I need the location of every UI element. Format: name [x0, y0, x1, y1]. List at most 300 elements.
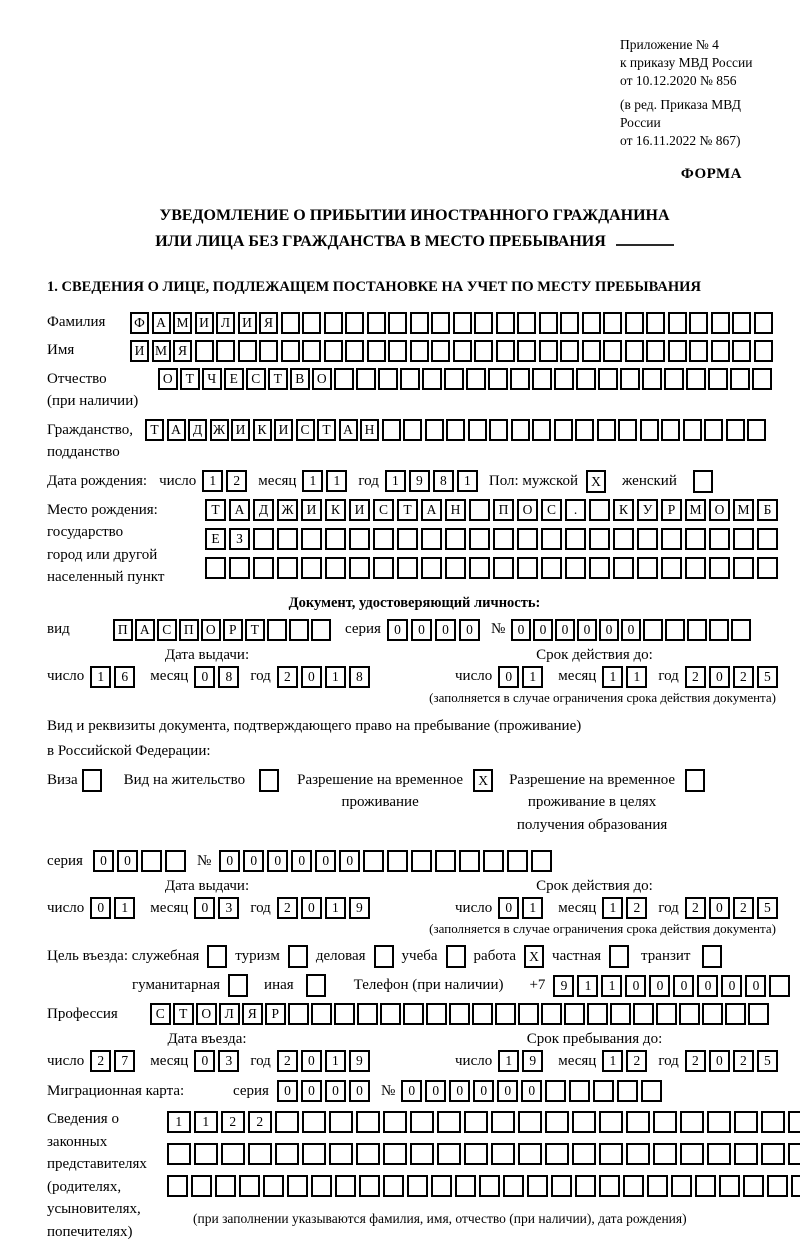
char-cell[interactable] — [383, 1111, 407, 1133]
char-cell[interactable] — [445, 528, 466, 550]
char-cell[interactable] — [642, 368, 662, 390]
char-cell[interactable] — [761, 1111, 785, 1133]
char-cell[interactable]: 1 — [602, 1050, 623, 1072]
char-cell[interactable]: 1 — [602, 897, 623, 919]
char-cell[interactable] — [403, 419, 422, 441]
char-cell[interactable] — [511, 419, 530, 441]
char-cell[interactable] — [215, 1175, 236, 1197]
char-cell[interactable] — [668, 340, 687, 362]
char-cell[interactable]: О — [709, 499, 730, 521]
char-cell[interactable]: 0 — [673, 975, 694, 997]
char-cell[interactable] — [345, 312, 364, 334]
char-cell[interactable]: М — [173, 312, 192, 334]
char-cell[interactable] — [311, 619, 331, 641]
char-cell[interactable]: 0 — [387, 619, 408, 641]
char-cell[interactable] — [539, 340, 558, 362]
char-cell[interactable]: 9 — [409, 470, 430, 492]
char-cell[interactable]: 9 — [522, 1050, 543, 1072]
char-cell[interactable]: 6 — [114, 666, 135, 688]
char-cell[interactable]: А — [229, 499, 250, 521]
char-cell[interactable] — [479, 1175, 500, 1197]
char-cell[interactable] — [275, 1143, 299, 1165]
char-cell[interactable]: И — [130, 340, 149, 362]
char-cell[interactable]: Т — [173, 1003, 194, 1025]
char-cell[interactable] — [685, 528, 706, 550]
char-cell[interactable] — [483, 850, 504, 872]
char-cell[interactable]: 0 — [449, 1080, 470, 1102]
char-cell[interactable] — [281, 312, 300, 334]
char-cell[interactable]: 0 — [599, 619, 619, 641]
char-cell[interactable] — [277, 557, 298, 579]
char-cell[interactable] — [302, 312, 321, 334]
char-cell[interactable] — [302, 340, 321, 362]
char-cell[interactable] — [531, 850, 552, 872]
char-cell[interactable]: А — [167, 419, 186, 441]
char-cell[interactable] — [453, 340, 472, 362]
res-number-cells[interactable] — [219, 850, 555, 872]
char-cell[interactable]: 1 — [626, 666, 647, 688]
char-cell[interactable]: 0 — [555, 619, 575, 641]
char-cell[interactable] — [575, 1175, 596, 1197]
char-cell[interactable]: 0 — [625, 975, 646, 997]
char-cell[interactable] — [623, 1175, 644, 1197]
char-cell[interactable] — [287, 1175, 308, 1197]
char-cell[interactable]: 9 — [349, 897, 370, 919]
char-cell[interactable] — [403, 1003, 424, 1025]
char-cell[interactable] — [356, 1111, 380, 1133]
char-cell[interactable]: 0 — [93, 850, 114, 872]
char-cell[interactable] — [551, 1175, 572, 1197]
char-cell[interactable] — [421, 557, 442, 579]
char-cell[interactable]: 0 — [745, 975, 766, 997]
char-cell[interactable] — [382, 419, 401, 441]
char-cell[interactable] — [734, 1111, 758, 1133]
tourism-checkbox[interactable] — [288, 945, 308, 968]
char-cell[interactable] — [445, 557, 466, 579]
char-cell[interactable]: 2 — [685, 666, 706, 688]
patronymic-cells[interactable] — [158, 368, 774, 390]
char-cell[interactable]: 0 — [243, 850, 264, 872]
char-cell[interactable] — [757, 557, 778, 579]
char-cell[interactable]: 0 — [219, 850, 240, 872]
char-cell[interactable]: 0 — [325, 1080, 346, 1102]
char-cell[interactable] — [641, 1080, 662, 1102]
char-cell[interactable] — [302, 1111, 326, 1133]
char-cell[interactable]: С — [246, 368, 266, 390]
char-cell[interactable]: Е — [224, 368, 244, 390]
char-cell[interactable] — [167, 1143, 191, 1165]
char-cell[interactable]: О — [312, 368, 332, 390]
char-cell[interactable]: Ж — [277, 499, 298, 521]
stay-year-cells[interactable] — [685, 1050, 781, 1072]
char-cell[interactable]: С — [157, 619, 177, 641]
char-cell[interactable] — [397, 557, 418, 579]
res-issue-day-cells[interactable] — [90, 897, 138, 919]
char-cell[interactable]: 3 — [218, 1050, 239, 1072]
char-cell[interactable]: С — [150, 1003, 171, 1025]
birth-place-cells-1[interactable] — [205, 499, 781, 521]
char-cell[interactable] — [598, 368, 618, 390]
char-cell[interactable]: Т — [245, 619, 265, 641]
char-cell[interactable] — [518, 1111, 542, 1133]
char-cell[interactable]: 9 — [553, 975, 574, 997]
char-cell[interactable]: 1 — [202, 470, 223, 492]
char-cell[interactable] — [311, 1003, 332, 1025]
char-cell[interactable]: 0 — [349, 1080, 370, 1102]
char-cell[interactable] — [646, 340, 665, 362]
char-cell[interactable]: И — [231, 419, 250, 441]
char-cell[interactable]: 2 — [248, 1111, 272, 1133]
char-cell[interactable] — [510, 368, 530, 390]
char-cell[interactable] — [239, 1175, 260, 1197]
char-cell[interactable] — [466, 368, 486, 390]
char-cell[interactable]: 1 — [325, 897, 346, 919]
char-cell[interactable]: 0 — [435, 619, 456, 641]
char-cell[interactable] — [517, 340, 536, 362]
char-cell[interactable]: 0 — [277, 1080, 298, 1102]
char-cell[interactable] — [754, 340, 773, 362]
char-cell[interactable]: 0 — [473, 1080, 494, 1102]
char-cell[interactable] — [518, 1143, 542, 1165]
char-cell[interactable]: 0 — [291, 850, 312, 872]
char-cell[interactable] — [625, 340, 644, 362]
char-cell[interactable]: Б — [757, 499, 778, 521]
birth-month-cells[interactable] — [302, 470, 350, 492]
char-cell[interactable]: 7 — [114, 1050, 135, 1072]
char-cell[interactable]: Н — [445, 499, 466, 521]
char-cell[interactable]: 2 — [733, 1050, 754, 1072]
char-cell[interactable] — [325, 557, 346, 579]
char-cell[interactable]: 8 — [218, 666, 239, 688]
char-cell[interactable] — [656, 1003, 677, 1025]
char-cell[interactable] — [685, 557, 706, 579]
char-cell[interactable] — [653, 1143, 677, 1165]
char-cell[interactable] — [541, 528, 562, 550]
char-cell[interactable]: 1 — [601, 975, 622, 997]
char-cell[interactable]: 0 — [301, 666, 322, 688]
char-cell[interactable] — [599, 1143, 623, 1165]
char-cell[interactable] — [277, 528, 298, 550]
char-cell[interactable] — [194, 1143, 218, 1165]
doc-series-cells[interactable] — [387, 619, 483, 641]
char-cell[interactable] — [603, 312, 622, 334]
char-cell[interactable]: И — [274, 419, 293, 441]
char-cell[interactable] — [626, 1143, 650, 1165]
char-cell[interactable] — [345, 340, 364, 362]
char-cell[interactable] — [679, 1003, 700, 1025]
char-cell[interactable] — [689, 312, 708, 334]
char-cell[interactable]: Л — [216, 312, 235, 334]
char-cell[interactable]: Я — [242, 1003, 263, 1025]
char-cell[interactable]: О — [517, 499, 538, 521]
char-cell[interactable] — [791, 1175, 800, 1197]
char-cell[interactable] — [625, 312, 644, 334]
char-cell[interactable] — [474, 340, 493, 362]
res-issue-month-cells[interactable] — [194, 897, 242, 919]
char-cell[interactable] — [646, 312, 665, 334]
char-cell[interactable] — [637, 557, 658, 579]
char-cell[interactable] — [410, 340, 429, 362]
char-cell[interactable] — [541, 1003, 562, 1025]
char-cell[interactable]: 2 — [733, 666, 754, 688]
char-cell[interactable]: 0 — [459, 619, 480, 641]
char-cell[interactable] — [489, 419, 508, 441]
char-cell[interactable] — [411, 850, 432, 872]
char-cell[interactable]: 0 — [577, 619, 597, 641]
char-cell[interactable] — [719, 1175, 740, 1197]
birth-year-cells[interactable] — [385, 470, 481, 492]
temp-residence-education-checkbox[interactable] — [685, 769, 705, 792]
char-cell[interactable] — [141, 850, 162, 872]
valid-day-cells[interactable] — [498, 666, 546, 688]
char-cell[interactable] — [388, 312, 407, 334]
char-cell[interactable] — [582, 312, 601, 334]
char-cell[interactable]: 2 — [685, 1050, 706, 1072]
char-cell[interactable] — [767, 1175, 788, 1197]
char-cell[interactable] — [378, 368, 398, 390]
char-cell[interactable] — [167, 1175, 188, 1197]
char-cell[interactable] — [661, 419, 680, 441]
char-cell[interactable] — [748, 1003, 769, 1025]
char-cell[interactable]: 0 — [709, 1050, 730, 1072]
char-cell[interactable] — [788, 1111, 800, 1133]
char-cell[interactable] — [733, 557, 754, 579]
char-cell[interactable] — [709, 619, 729, 641]
char-cell[interactable]: Р — [223, 619, 243, 641]
char-cell[interactable] — [637, 528, 658, 550]
char-cell[interactable] — [554, 368, 574, 390]
char-cell[interactable] — [671, 1175, 692, 1197]
char-cell[interactable] — [708, 368, 728, 390]
char-cell[interactable]: 5 — [757, 1050, 778, 1072]
char-cell[interactable] — [383, 1143, 407, 1165]
char-cell[interactable] — [730, 368, 750, 390]
char-cell[interactable] — [468, 419, 487, 441]
business-checkbox[interactable] — [374, 945, 394, 968]
char-cell[interactable] — [517, 557, 538, 579]
char-cell[interactable] — [221, 1143, 245, 1165]
char-cell[interactable] — [387, 850, 408, 872]
char-cell[interactable] — [617, 1080, 638, 1102]
char-cell[interactable]: З — [229, 528, 250, 550]
sex-male-checkbox[interactable]: X — [586, 470, 606, 493]
char-cell[interactable] — [380, 1003, 401, 1025]
char-cell[interactable] — [527, 1175, 548, 1197]
issue-year-cells[interactable] — [277, 666, 373, 688]
char-cell[interactable] — [496, 340, 515, 362]
char-cell[interactable] — [474, 312, 493, 334]
char-cell[interactable]: Д — [188, 419, 207, 441]
char-cell[interactable] — [469, 499, 490, 521]
char-cell[interactable] — [539, 312, 558, 334]
char-cell[interactable]: 1 — [498, 1050, 519, 1072]
char-cell[interactable] — [599, 1111, 623, 1133]
representatives-cells-2[interactable] — [167, 1143, 800, 1165]
char-cell[interactable] — [356, 1143, 380, 1165]
char-cell[interactable] — [560, 312, 579, 334]
phone-cells[interactable] — [553, 975, 793, 997]
char-cell[interactable]: С — [373, 499, 394, 521]
valid-month-cells[interactable] — [602, 666, 650, 688]
char-cell[interactable]: 0 — [194, 897, 215, 919]
char-cell[interactable] — [437, 1111, 461, 1133]
char-cell[interactable]: М — [685, 499, 706, 521]
char-cell[interactable] — [359, 1175, 380, 1197]
char-cell[interactable] — [532, 368, 552, 390]
char-cell[interactable] — [449, 1003, 470, 1025]
char-cell[interactable] — [711, 312, 730, 334]
char-cell[interactable] — [435, 850, 456, 872]
char-cell[interactable]: 5 — [757, 897, 778, 919]
char-cell[interactable]: 0 — [497, 1080, 518, 1102]
char-cell[interactable] — [383, 1175, 404, 1197]
char-cell[interactable] — [709, 557, 730, 579]
char-cell[interactable]: Л — [219, 1003, 240, 1025]
char-cell[interactable] — [686, 368, 706, 390]
char-cell[interactable] — [388, 340, 407, 362]
char-cell[interactable] — [507, 850, 528, 872]
char-cell[interactable] — [754, 312, 773, 334]
char-cell[interactable] — [711, 340, 730, 362]
char-cell[interactable] — [661, 528, 682, 550]
char-cell[interactable]: У — [637, 499, 658, 521]
char-cell[interactable] — [324, 312, 343, 334]
char-cell[interactable] — [253, 557, 274, 579]
char-cell[interactable] — [589, 499, 610, 521]
char-cell[interactable]: 0 — [649, 975, 670, 997]
char-cell[interactable] — [469, 528, 490, 550]
char-cell[interactable]: О — [196, 1003, 217, 1025]
char-cell[interactable] — [554, 419, 573, 441]
char-cell[interactable]: 1 — [90, 666, 111, 688]
char-cell[interactable] — [437, 1143, 461, 1165]
char-cell[interactable]: П — [113, 619, 133, 641]
citizenship-cells[interactable] — [145, 419, 769, 441]
char-cell[interactable]: К — [613, 499, 634, 521]
char-cell[interactable] — [357, 1003, 378, 1025]
char-cell[interactable] — [229, 557, 250, 579]
char-cell[interactable] — [532, 419, 551, 441]
char-cell[interactable]: А — [339, 419, 358, 441]
char-cell[interactable] — [216, 340, 235, 362]
char-cell[interactable] — [275, 1111, 299, 1133]
char-cell[interactable]: Т — [205, 499, 226, 521]
char-cell[interactable] — [572, 1143, 596, 1165]
char-cell[interactable] — [373, 528, 394, 550]
char-cell[interactable] — [469, 557, 490, 579]
char-cell[interactable]: 0 — [117, 850, 138, 872]
char-cell[interactable]: О — [158, 368, 178, 390]
birth-day-cells[interactable] — [202, 470, 250, 492]
char-cell[interactable]: П — [179, 619, 199, 641]
char-cell[interactable] — [259, 340, 278, 362]
char-cell[interactable] — [582, 340, 601, 362]
char-cell[interactable] — [302, 1143, 326, 1165]
char-cell[interactable]: 0 — [90, 897, 111, 919]
char-cell[interactable] — [707, 1111, 731, 1133]
birth-place-cells-2[interactable] — [205, 528, 781, 550]
sex-female-checkbox[interactable] — [693, 470, 713, 493]
char-cell[interactable] — [680, 1143, 704, 1165]
char-cell[interactable]: Я — [173, 340, 192, 362]
char-cell[interactable]: 2 — [226, 470, 247, 492]
char-cell[interactable]: 0 — [721, 975, 742, 997]
char-cell[interactable] — [491, 1111, 515, 1133]
char-cell[interactable] — [664, 368, 684, 390]
char-cell[interactable] — [589, 528, 610, 550]
char-cell[interactable] — [707, 1143, 731, 1165]
char-cell[interactable]: 5 — [757, 666, 778, 688]
char-cell[interactable]: 0 — [315, 850, 336, 872]
char-cell[interactable]: 1 — [326, 470, 347, 492]
char-cell[interactable] — [288, 1003, 309, 1025]
char-cell[interactable]: 2 — [90, 1050, 111, 1072]
char-cell[interactable] — [661, 557, 682, 579]
char-cell[interactable]: 8 — [433, 470, 454, 492]
char-cell[interactable]: Т — [317, 419, 336, 441]
visa-checkbox[interactable] — [82, 769, 102, 792]
char-cell[interactable] — [495, 1003, 516, 1025]
char-cell[interactable] — [695, 1175, 716, 1197]
char-cell[interactable] — [281, 340, 300, 362]
char-cell[interactable] — [704, 419, 723, 441]
work-checkbox[interactable]: X — [524, 945, 544, 968]
char-cell[interactable] — [626, 1111, 650, 1133]
char-cell[interactable] — [564, 1003, 585, 1025]
residence-permit-checkbox[interactable] — [259, 769, 279, 792]
char-cell[interactable]: 0 — [194, 666, 215, 688]
char-cell[interactable] — [205, 557, 226, 579]
char-cell[interactable] — [464, 1143, 488, 1165]
char-cell[interactable] — [757, 528, 778, 550]
char-cell[interactable]: Т — [180, 368, 200, 390]
char-cell[interactable]: 0 — [301, 897, 322, 919]
humanitarian-checkbox[interactable] — [228, 974, 248, 997]
char-cell[interactable]: Р — [661, 499, 682, 521]
char-cell[interactable] — [400, 368, 420, 390]
char-cell[interactable] — [709, 528, 730, 550]
char-cell[interactable] — [743, 1175, 764, 1197]
char-cell[interactable] — [545, 1080, 566, 1102]
char-cell[interactable] — [267, 619, 287, 641]
char-cell[interactable]: 0 — [301, 1080, 322, 1102]
res-valid-month-cells[interactable] — [602, 897, 650, 919]
char-cell[interactable]: 0 — [411, 619, 432, 641]
char-cell[interactable]: 1 — [522, 666, 543, 688]
char-cell[interactable] — [356, 368, 376, 390]
char-cell[interactable] — [576, 368, 596, 390]
char-cell[interactable] — [647, 1175, 668, 1197]
char-cell[interactable] — [324, 340, 343, 362]
char-cell[interactable] — [407, 1175, 428, 1197]
char-cell[interactable] — [517, 312, 536, 334]
char-cell[interactable] — [367, 340, 386, 362]
char-cell[interactable]: К — [325, 499, 346, 521]
char-cell[interactable] — [195, 340, 214, 362]
char-cell[interactable] — [422, 368, 442, 390]
char-cell[interactable]: 0 — [194, 1050, 215, 1072]
char-cell[interactable]: 8 — [349, 666, 370, 688]
char-cell[interactable] — [363, 850, 384, 872]
char-cell[interactable]: 1 — [522, 897, 543, 919]
char-cell[interactable] — [431, 1175, 452, 1197]
char-cell[interactable] — [444, 368, 464, 390]
char-cell[interactable]: 1 — [457, 470, 478, 492]
char-cell[interactable] — [431, 340, 450, 362]
char-cell[interactable] — [702, 1003, 723, 1025]
char-cell[interactable]: 2 — [626, 897, 647, 919]
char-cell[interactable]: 9 — [349, 1050, 370, 1072]
